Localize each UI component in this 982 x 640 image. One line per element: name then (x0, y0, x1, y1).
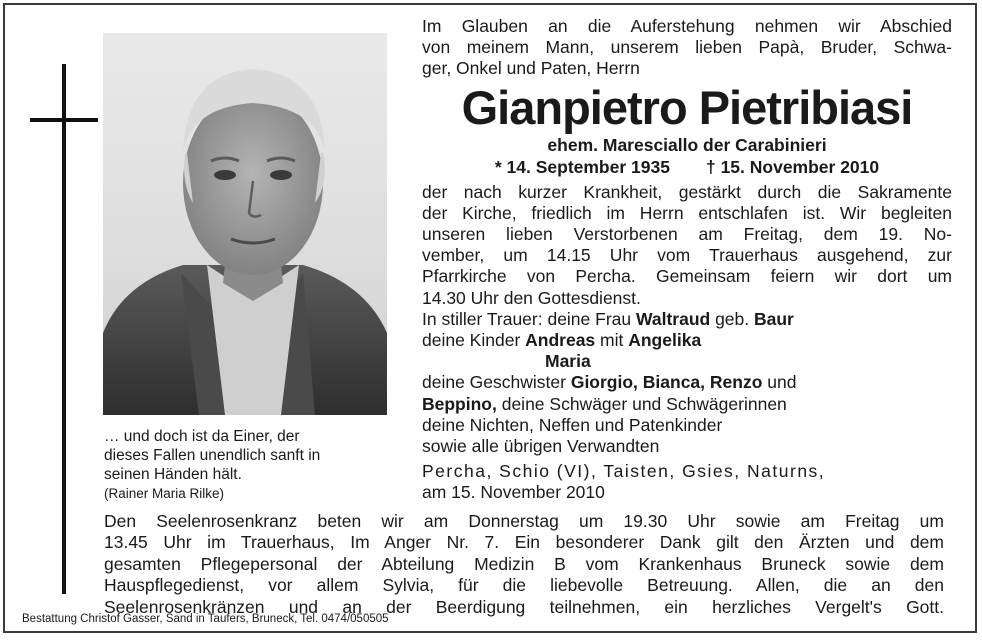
closing-line: Den Seelenrosenkranz beten wir am Donnerstag um 19.30 Uhr sowie am Freitag um (104, 511, 944, 531)
closing-line: gesamten Pflegepersonal der Abteilung Medizin B vom Krankenhaus Bruneck sowie dem (104, 553, 944, 574)
life-dates (422, 156, 952, 178)
quote-author: (Rainer Maria Rilke) (104, 486, 225, 501)
quote-line: seinen Händen hält. (104, 466, 242, 483)
mourners-nieces: deine Nichten, Neffen und Patenkinder (422, 414, 723, 435)
closing-line: 13.45 Uhr im Trauerhaus, Im Anger Nr. 7. Ein besonderer Dank gilt den Ärzten und dem (104, 532, 944, 553)
deceased-name: Gianpietro Pietribiasi (461, 80, 913, 134)
place-line: Percha, Schio (VI), Taisten, Gsies, Naturns, (422, 461, 826, 482)
mourners-child-2: Maria (545, 351, 591, 372)
mourners-siblings: deine Geschwister Giorgio, Bianca, Renzo und (422, 372, 797, 393)
quote-line: … und doch ist da Einer, der (104, 428, 300, 445)
intro-line: Im Glauben an die Auferstehung nehmen wir Abschied (422, 16, 952, 36)
closing-line: Hauspflegedienst, vor allem Sylvia, für die liebevolle Betreuung. Allen, die an den (104, 575, 944, 596)
body-line: der Kirche, friedlich im Herrn entschlafen ist. Wir begleiten (422, 202, 952, 223)
date-line: am 15. November 2010 (422, 482, 605, 503)
closing-line: Seelenrosenkränzen und an der Beerdigung teilnehmen, ein herzliches Vergelt's Gott. (104, 596, 944, 617)
quote-line: dieses Fallen unendlich sanft in (104, 447, 321, 464)
mourners-children: deine Kinder Andreas mit Angelika (422, 330, 702, 351)
intro-line: von meinem Mann, unserem lieben Papà, Bruder, Schwa- (422, 37, 952, 58)
mourners-relatives: sowie alle übrigen Verwandten (422, 436, 660, 457)
body-line: unseren lieben Verstorbenen am Freitag, dem 19. No- (422, 224, 952, 245)
body-line: vember, um 14.15 Uhr vom Trauerhaus ausgehend, zur (422, 245, 952, 266)
death-date: † 15. November 2010 (705, 156, 880, 177)
deceased-rank: ehem. Maresciallo der Carabinieri (547, 134, 827, 155)
cross-horizontal-bar (30, 118, 98, 122)
mourners-in-laws: Beppino, deine Schwäger und Schwägerinnen (422, 393, 787, 414)
quote-block (104, 427, 394, 503)
cross-vertical-bar (62, 64, 66, 594)
portrait-photo (103, 33, 387, 415)
main-text (422, 16, 952, 504)
birth-date: * 14. September 1935 (494, 156, 670, 177)
mourners-wife: In stiller Trauer: deine Frau Waltraud geb. Baur (422, 308, 794, 329)
closing-text (104, 511, 944, 618)
funeral-home-credit: Bestattung Christof Gasser, Sand in Taufers, Bruneck, Tel. 0474/050505 (22, 613, 389, 625)
body-line: Pfarrkirche von Percha. Gemeinsam feiern wir dort um (422, 266, 952, 287)
intro-line: ger, Onkel und Paten, Herrn (422, 58, 640, 79)
portrait-illustration (103, 33, 387, 415)
body-line: 14.30 Uhr den Gottesdienst. (422, 287, 641, 308)
body-line: der nach kurzer Krankheit, gestärkt durch die Sakramente (422, 181, 952, 202)
